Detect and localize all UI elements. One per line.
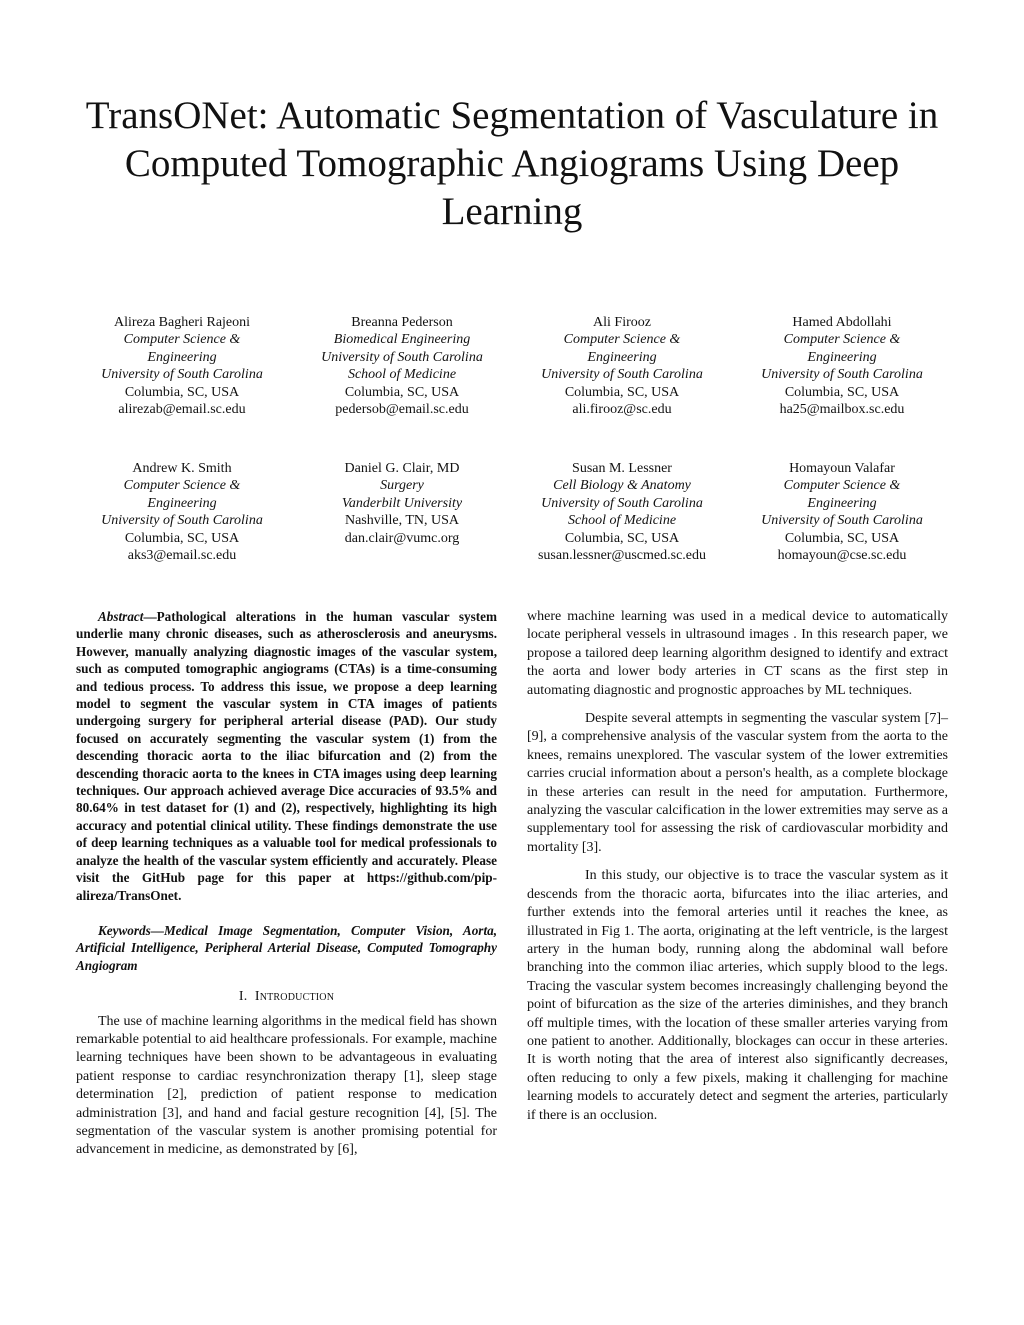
author-name: Daniel G. Clair, MD xyxy=(344,461,460,476)
author-affiliation: Computer Science & xyxy=(563,332,681,348)
author-block xyxy=(732,314,952,418)
author-affiliation: University of South Carolina xyxy=(541,367,703,383)
author-name: Homayoun Valafar xyxy=(789,461,895,476)
author-block xyxy=(72,460,292,564)
author-affiliation: University of South Carolina xyxy=(321,349,483,365)
author-location: Columbia, SC, USA xyxy=(564,530,680,546)
author-affiliation: Computer Science & xyxy=(123,478,241,494)
author-location: Columbia, SC, USA xyxy=(784,384,900,400)
intro-paragraph-1: The use of machine learning algorithms in the medical field has shown remarkable potential to aid healthcare professionals. For example, machine learning techniques have been shown to be advantageous in evaluating patient response to cardiac resynchronization therapy [1], sleep stage determination [2], prediction of patient response to medication administration [3], and hand and facial gesture recognition [4], [5]. The segmentation of the vascular system is another promising potential for advancement in medicine, as demonstrated by [6], xyxy=(76,1013,497,1158)
paper-title: TransONet: Automatic Segmentation of Vasculature in Computed Tomographic Angiograms Using Deep Learning xyxy=(85,94,939,233)
author-email: ali.firooz@sc.edu xyxy=(572,402,672,418)
author-name: Susan M. Lessner xyxy=(572,461,672,476)
author-location: Columbia, SC, USA xyxy=(784,530,900,546)
author-affiliation: Computer Science & xyxy=(783,478,901,494)
author-affiliation: Engineering xyxy=(807,349,877,365)
author-block xyxy=(512,460,732,564)
author-email: homayoun@cse.sc.edu xyxy=(777,548,907,564)
intro-paragraph-2: where machine learning was used in a medical device to automatically locate peripheral vessels in ultrasound images . In this research paper, we propose a tailored deep learning algorithm designed to identify and extract the aorta and lower body arteries in CT scans as the first step in automating diagnostic and prognostic approaches by ML techniques. xyxy=(527,609,948,698)
right-column xyxy=(527,608,948,1125)
abstract xyxy=(76,608,497,904)
author-affiliation: University of South Carolina xyxy=(761,367,923,383)
author-affiliation: School of Medicine xyxy=(567,513,677,529)
keywords-text: —Medical Image Segmentation, Computer Vision, Aorta, Artificial Intelligence, Peripheral Arterial Disease, Computed Tomography Angiogram xyxy=(76,922,497,973)
authors-row-2 xyxy=(72,460,952,564)
author-email: aks3@email.sc.edu xyxy=(127,548,237,564)
author-affiliation: University of South Carolina xyxy=(541,495,703,511)
author-name: Breanna Pederson xyxy=(351,315,453,330)
author-name: Ali Firooz xyxy=(593,315,651,330)
author-affiliation: Cell Biology & Anatomy xyxy=(553,478,691,494)
author-affiliation: University of South Carolina xyxy=(101,367,263,383)
author-email: ha25@mailbox.sc.edu xyxy=(779,402,905,418)
author-email: alirezab@email.sc.edu xyxy=(118,402,246,418)
author-location: Nashville, TN, USA xyxy=(344,513,460,529)
author-affiliation: Biomedical Engineering xyxy=(333,332,471,348)
author-affiliation: University of South Carolina xyxy=(101,513,263,529)
left-column xyxy=(76,608,497,1160)
author-affiliation: School of Medicine xyxy=(347,367,457,383)
intro-paragraph-3: Despite several attempts in segmenting the vascular system [7]–[9], a comprehensive analysis of the vascular system from the aorta to the knees, remains unexplored. The vascular system of the lower extremities carries crucial information about a person's health, as a complete blockage in these arteries can result in the need for amputation. Furthermore, analyzing the vascular calcification in the lower extremities may serve as a supplementary tool for assessing the risk of cardiovascular morbidity and mortality [3]. xyxy=(527,711,948,855)
author-location: Columbia, SC, USA xyxy=(124,384,240,400)
author-email: pedersob@email.sc.edu xyxy=(335,402,469,418)
abstract-text: —Pathological alterations in the human vascular system underlie many chronic diseases, such as atherosclerosis and aneurysms. However, manually analyzing diagnostic images of the vascular system, such as computed tomographic angiograms (CTAs) is a time-consuming and tedious process. To address this issue, we propose a deep learning model to segment the vascular system in CTA images of patients undergoing surgery for peripheral arterial disease (PAD). Our study focused on accurately segmenting the vascular system (1) from the descending thoracic aorta to the iliac bifurcation and (2) from the descending thoracic aorta to the knees in CTA images using deep learning techniques. Our approach achieved average Dice accuracies of 93.5% and 80.64% in test dataset for (1) and (2), respectively, highlighting its high accuracy and potential clinical utility. These findings demonstrate the use of deep learning techniques as a valuable tool for medical professionals to analyze the health of the vascular system efficiently and accurately. Please visit the GitHub page for this paper at https://github.com/pip-alireza/TransOnet. xyxy=(76,609,497,903)
author-location: Columbia, SC, USA xyxy=(564,384,680,400)
section-heading xyxy=(76,988,497,1006)
author-block xyxy=(512,314,732,418)
author-block xyxy=(292,460,512,564)
author-block xyxy=(292,314,512,418)
author-name: Alireza Bagheri Rajeoni xyxy=(113,315,251,330)
keywords xyxy=(76,922,497,974)
keywords-label: Keywords xyxy=(98,922,151,938)
author-affiliation: Engineering xyxy=(587,349,657,365)
author-affiliation: Engineering xyxy=(147,349,217,365)
authors-row-1 xyxy=(72,314,952,418)
author-affiliation: Computer Science & xyxy=(123,332,241,348)
author-affiliation: University of South Carolina xyxy=(761,513,923,529)
section-number: I. xyxy=(238,989,248,1005)
author-name: Andrew K. Smith xyxy=(132,461,232,476)
author-affiliation: Engineering xyxy=(147,495,217,511)
author-email: susan.lessner@uscmed.sc.edu xyxy=(537,548,707,564)
abstract-label: Abstract xyxy=(98,609,144,624)
author-affiliation: Computer Science & xyxy=(783,332,901,348)
author-affiliation: Vanderbilt University xyxy=(341,495,463,511)
author-affiliation: Engineering xyxy=(807,495,877,511)
section-title: Introduction xyxy=(254,989,335,1005)
author-name: Hamed Abdollahi xyxy=(792,315,892,330)
author-location: Columbia, SC, USA xyxy=(344,384,460,400)
author-location: Columbia, SC, USA xyxy=(124,530,240,546)
intro-paragraph-4: In this study, our objective is to trace the vascular system as it descends from the thoracic aorta, bifurcates into the iliac arteries, and further extends into the femoral arteries until it reaches the knee, as illustrated in Fig 1. The aorta, originating at the left ventricle, is the largest artery in the human body, running along the abdominal wall before branching into the common iliac arteries, which supply blood to the legs. Tracing the vascular system becomes increasingly challenging beyond the point of bifurcation as the size of the arteries diminishes, and they branch off multiple times, with the location of these smaller arteries varying from one patient to another. Additionally, blockages can occur in these arteries. It is worth noting that the area of interest also significantly decreases, often reducing to only a few pixels, making it challenging for machine learning models to accurately detect and segment the arteries, particularly if there is an occlusion. xyxy=(527,868,948,1123)
author-block xyxy=(72,314,292,418)
author-block xyxy=(732,460,952,564)
author-email: dan.clair@vumc.org xyxy=(344,530,460,546)
author-affiliation: Surgery xyxy=(380,478,424,494)
